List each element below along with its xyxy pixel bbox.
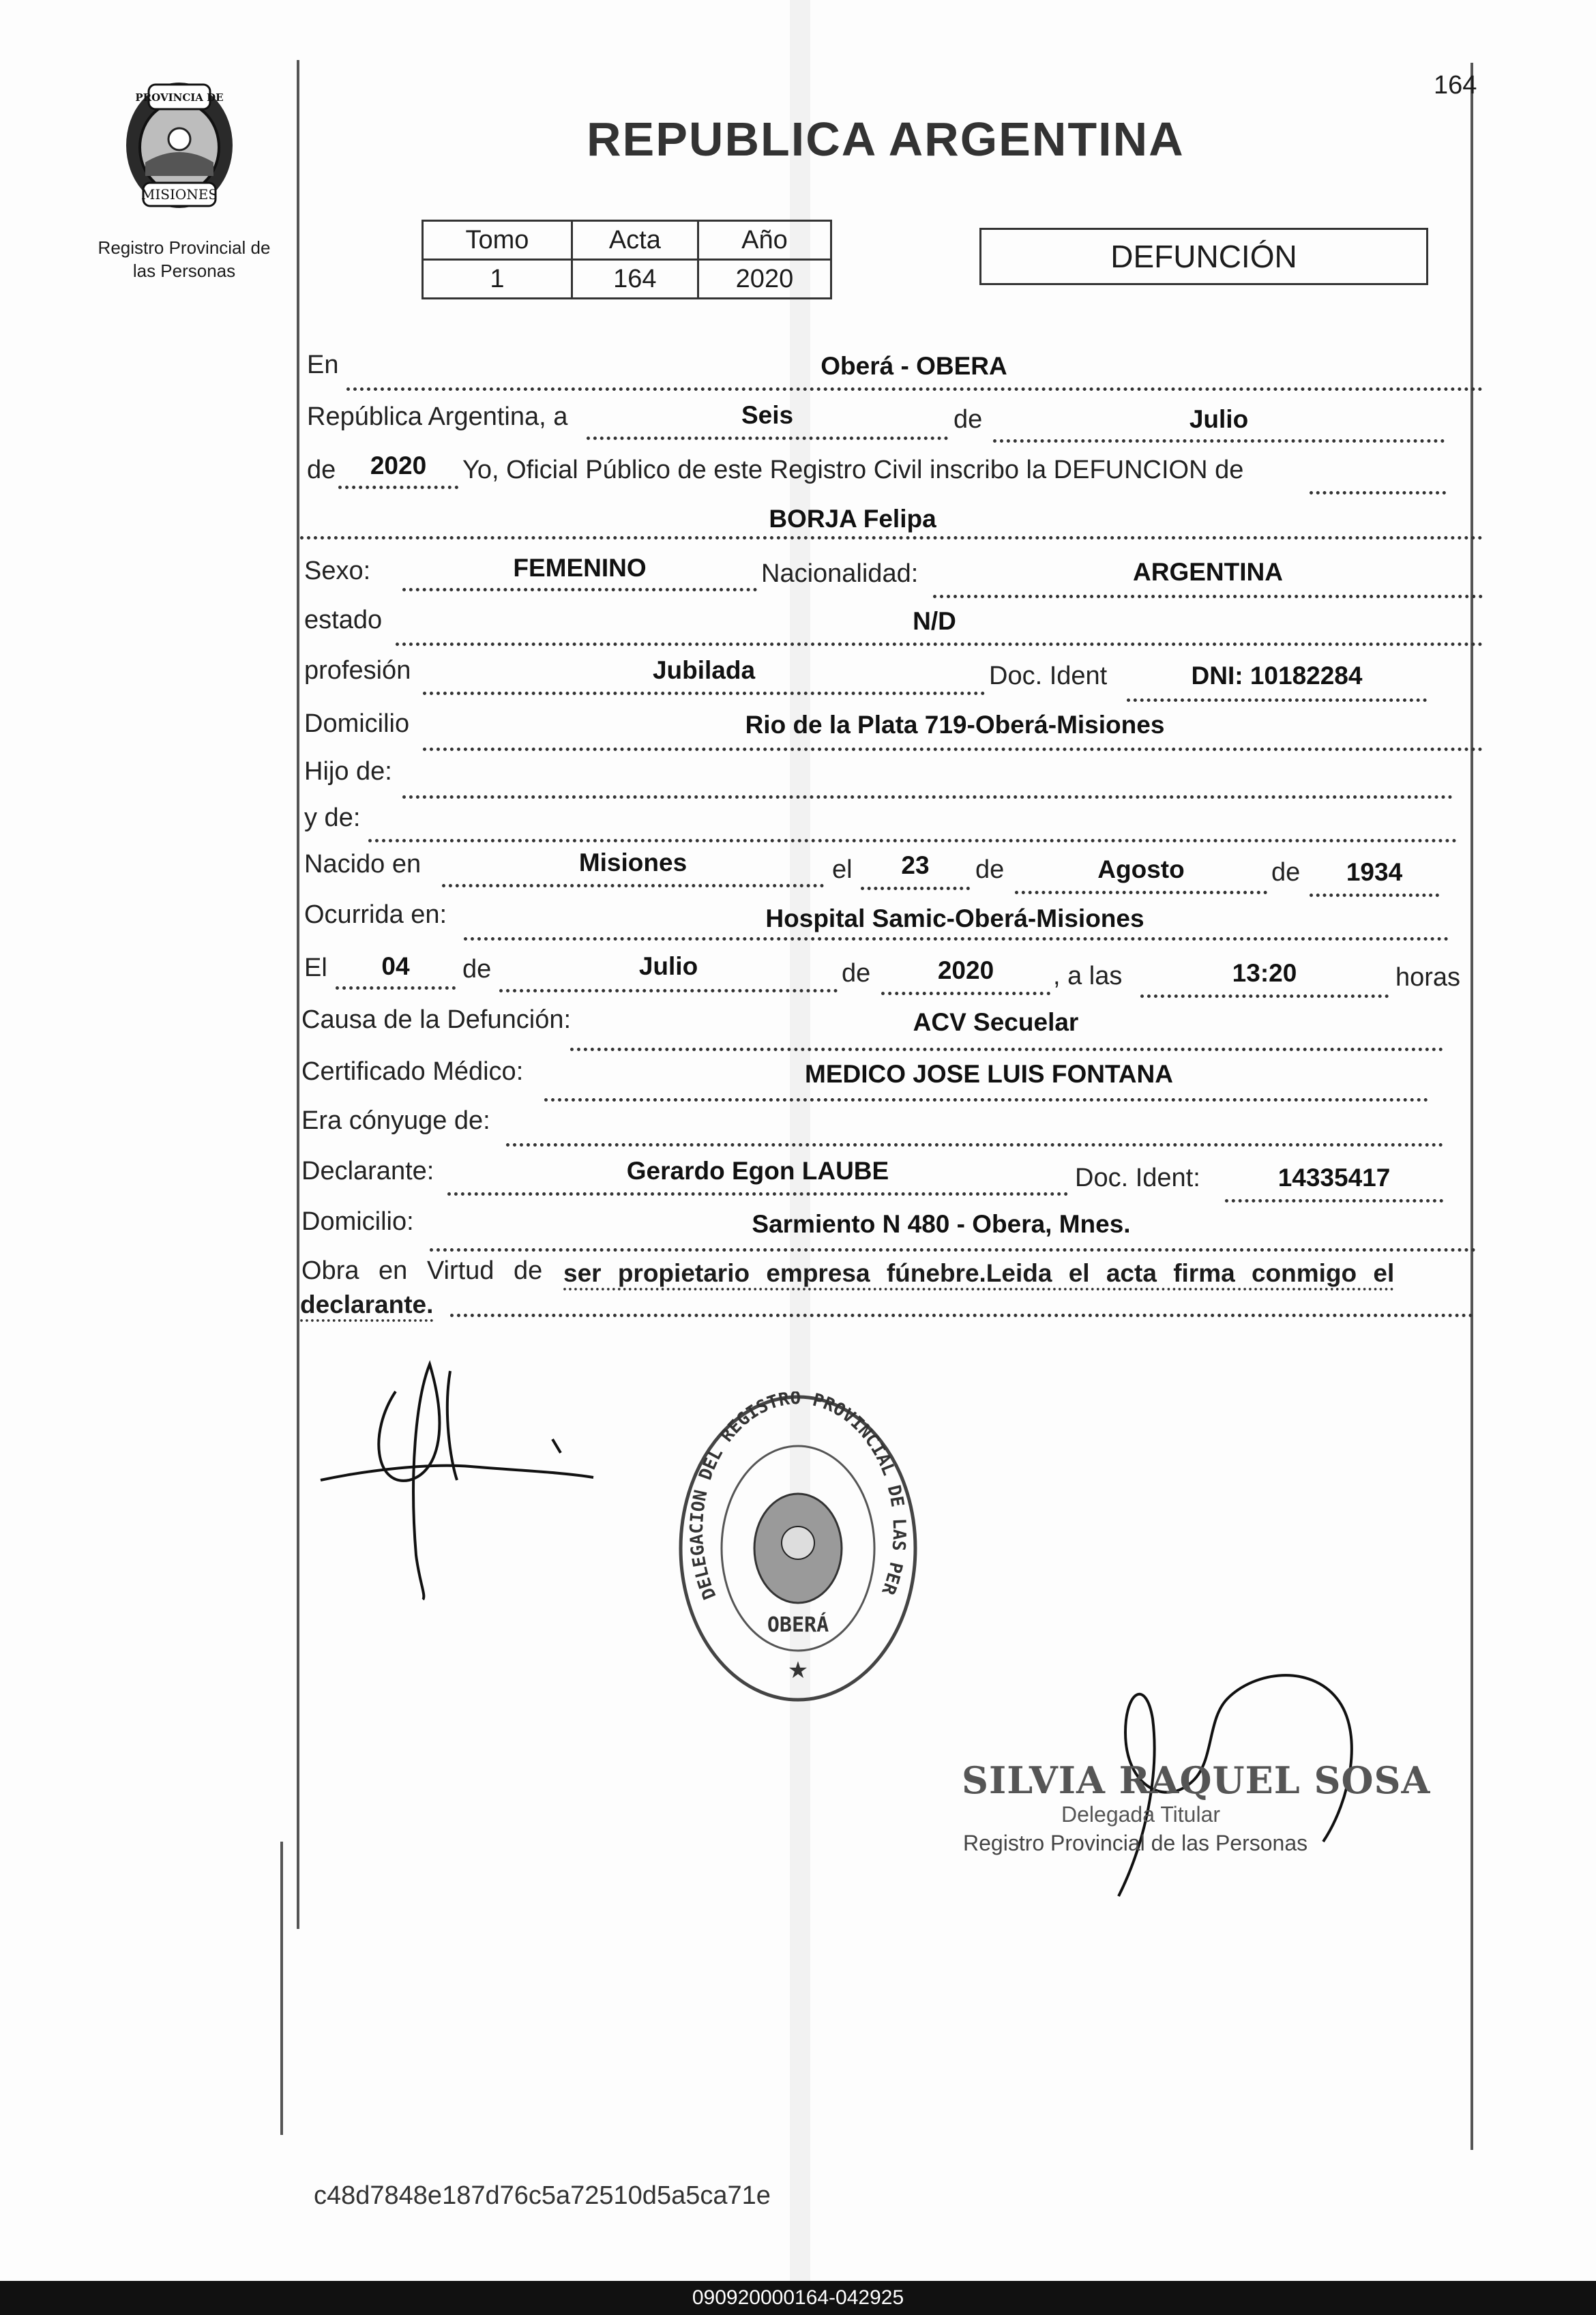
obra-value-line2: declarante. [300, 1291, 434, 1318]
decl-doc-value: 14335417 [1277, 1164, 1391, 1192]
registry-header-acta: Acta [572, 221, 698, 260]
horas-label: horas [1395, 963, 1461, 992]
death-year: 2020 [937, 956, 994, 984]
declarant-signature [314, 1351, 600, 1610]
birth-day-line [861, 887, 970, 890]
registry-header-row [423, 221, 831, 260]
footer-code: 090920000164-042925 [692, 2286, 904, 2309]
decl-domicilio-label: Domicilio: [301, 1207, 414, 1236]
decl-domicilio-line [430, 1248, 1476, 1252]
registry-table [422, 220, 832, 299]
yo-text: Yo, Oficial Público de este Registro Civil inscribo la DEFUNCION de [462, 456, 1244, 484]
death-month: Julio [638, 952, 698, 980]
stamp-city: OBERÁ [767, 1613, 829, 1637]
republica-label: República Argentina, a [307, 402, 568, 431]
birth-de2-label: de [1271, 858, 1301, 887]
hijo-label: Hijo de: [304, 757, 392, 786]
birth-month: Agosto [1097, 855, 1185, 883]
registry-tomo-value: 1 [423, 260, 572, 299]
document-hash: c48d7848e187d76c5a72510d5a5ca71e [314, 2181, 771, 2210]
registry-header-ano: Año [698, 221, 831, 260]
yo-trailing-line [1310, 491, 1446, 495]
registry-ano-value: 2020 [698, 260, 831, 299]
death-day-line [336, 986, 456, 990]
emblem-top-text: PROVINCIA DE [135, 91, 224, 104]
doc-ident-line [1127, 698, 1427, 702]
causa-line [570, 1048, 1443, 1051]
ocurrida-label: Ocurrida en: [304, 900, 447, 929]
estado-line [396, 643, 1483, 646]
nacionalidad-line [933, 595, 1483, 598]
estado-value: N/D [913, 607, 956, 635]
declarante-value: Gerardo Egon LAUBE [626, 1157, 889, 1185]
year-value: 2020 [370, 452, 427, 480]
left-margin-line [297, 60, 299, 1929]
conyuge-label: Era cónyuge de: [301, 1106, 490, 1135]
day-value: Seis [741, 401, 794, 429]
nacionalidad-label: Nacionalidad: [761, 559, 919, 588]
doc-ident-value: DNI: 10182284 [1191, 662, 1363, 690]
yde-line [368, 839, 1457, 842]
sexo-line [402, 588, 757, 591]
obra-line2-trailing [450, 1314, 1473, 1317]
sexo-value: FEMENINO [513, 554, 647, 582]
footer-bar [0, 2281, 1596, 2315]
en-label: En [307, 351, 339, 379]
day-de-label: de [954, 405, 983, 434]
day-line [587, 437, 948, 440]
year-line [338, 486, 458, 489]
death-de1-label: de [462, 955, 492, 984]
year-de-label: de [307, 456, 336, 484]
declarante-line [447, 1192, 1068, 1196]
right-margin-line [1471, 63, 1473, 2150]
month-value: Julio [1189, 405, 1249, 433]
birth-month-line [1015, 891, 1267, 894]
obra-label [301, 1256, 542, 1286]
emblem-caption-line2: las Personas [132, 261, 236, 281]
birth-de1-label: de [975, 855, 1005, 884]
registry-stamp [675, 1391, 921, 1705]
decl-domicilio-value: Sarmiento N 480 - Obera, Mnes. [752, 1210, 1131, 1238]
domicilio-value: Rio de la Plata 719-Oberá-Misiones [745, 711, 1165, 739]
causa-value: ACV Secuelar [913, 1008, 1079, 1036]
decl-doc-label: Doc. Ident: [1075, 1164, 1200, 1192]
sexo-label: Sexo: [304, 557, 371, 585]
nacido-label: Nacido en [304, 850, 422, 879]
hijo-line [402, 795, 1453, 799]
doc-type-box [979, 228, 1428, 285]
page-number: 164 [1434, 71, 1477, 100]
profesion-label: profesión [304, 656, 411, 685]
obra-value-line1: ser propietario empresa fúnebre.Leida el acta firma conmigo el [563, 1259, 1395, 1287]
en-value: Oberá - OBERA [821, 352, 1007, 380]
death-time: 13:20 [1232, 959, 1297, 987]
birth-day: 23 [901, 851, 930, 879]
birth-year-line [1310, 894, 1439, 897]
alas-label: , a las [1053, 962, 1123, 990]
month-line [993, 439, 1445, 443]
doc-type-label: DEFUNCIÓN [1110, 239, 1297, 274]
profesion-line [423, 692, 985, 695]
death-el-label: El [304, 954, 327, 982]
conyuge-line [506, 1143, 1443, 1147]
en-line [346, 387, 1483, 391]
official-office: Registro Provincial de las Personas [963, 1831, 1308, 1855]
stamp-star-icon: ★ [787, 1657, 809, 1683]
death-year-line [881, 992, 1050, 995]
yde-label: y de: [304, 803, 361, 832]
registry-value-row [423, 260, 831, 299]
doc-ident-label: Doc. Ident [989, 662, 1108, 690]
deceased-name: BORJA Felipa [769, 505, 936, 533]
declarante-label: Declarante: [301, 1157, 434, 1185]
province-emblem [108, 74, 251, 217]
registry-header-tomo: Tomo [423, 221, 572, 260]
certificado-value: MEDICO JOSE LUIS FONTANA [805, 1060, 1173, 1088]
death-month-line [499, 989, 838, 992]
page-title: REPUBLICA ARGENTINA [587, 113, 1185, 166]
causa-label: Causa de la Defunción: [301, 1005, 572, 1034]
official-name: SILVIA RAQUEL SOSA [962, 1758, 1431, 1802]
emblem-caption-line1: Registro Provincial de [98, 237, 271, 258]
obra-label-text: Obra en Virtud de [301, 1256, 543, 1285]
birth-year: 1934 [1346, 858, 1403, 886]
emblem-bottom-text: MISIONES [141, 186, 218, 203]
stamp-ring-text: DELEGACION DEL REGISTRO PROVINCIAL DE LAS PER [686, 1391, 910, 1602]
nacido-line [442, 884, 824, 887]
certificado-label: Certificado Médico: [301, 1057, 524, 1086]
decl-doc-line [1225, 1199, 1443, 1203]
domicilio-label: Domicilio [304, 709, 410, 738]
ocurrida-line [464, 937, 1449, 941]
profesion-value: Jubilada [652, 656, 756, 684]
official-role: Delegada Titular [1061, 1802, 1221, 1827]
estado-label: estado [304, 606, 383, 634]
death-de2-label: de [842, 959, 871, 988]
death-day: 04 [381, 952, 410, 980]
left-margin-line-lower [280, 1842, 283, 2135]
certificado-line [544, 1098, 1428, 1102]
name-line [300, 536, 1483, 540]
emblem-caption [68, 236, 300, 282]
domicilio-line [423, 748, 1483, 751]
nacionalidad-value: ARGENTINA [1133, 558, 1283, 586]
birth-el-label: el [832, 855, 853, 884]
registry-acta-value: 164 [572, 260, 698, 299]
death-time-line [1140, 994, 1389, 998]
nacido-value: Misiones [578, 849, 688, 876]
ocurrida-value: Hospital Samic-Oberá-Misiones [765, 904, 1144, 932]
